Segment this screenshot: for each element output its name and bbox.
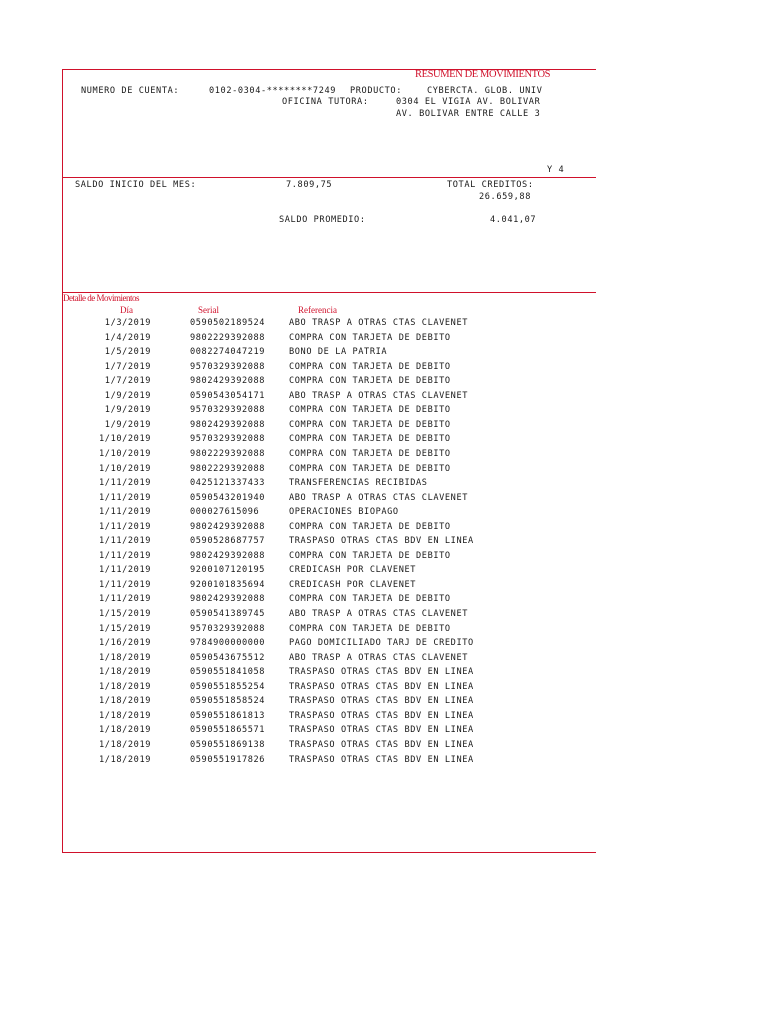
office-address-line1: 0304 EL VIGIA AV. BOLIVAR: [396, 97, 541, 107]
row-day: 1/18/2019: [99, 696, 151, 707]
page-title: RESUMEN DE MOVIMIENTOS: [415, 69, 551, 80]
row-day: 1/18/2019: [99, 652, 151, 663]
row-serial: 0590551855254: [190, 681, 266, 692]
row-serial: 9802229392088: [190, 463, 266, 474]
table-row: [62, 638, 596, 653]
average-balance-label: SALDO PROMEDIO:: [279, 215, 366, 225]
row-reference: TRASPASO OTRAS CTAS BDV EN LINEA: [289, 725, 474, 736]
row-day: 1/11/2019: [99, 507, 151, 518]
row-serial: 9802429392088: [190, 550, 266, 561]
row-serial: 0590551869138: [190, 739, 266, 750]
row-serial: 0082274047219: [190, 347, 266, 358]
row-reference: COMPRA CON TARJETA DE DEBITO: [289, 463, 451, 474]
row-serial: 9570329392088: [190, 405, 266, 416]
office-label: OFICINA TUTORA:: [282, 97, 369, 107]
row-serial: 0590502189524: [190, 318, 266, 328]
row-reference: ABO TRASP A OTRAS CTAS CLAVENET: [289, 492, 468, 503]
table-row: [62, 478, 596, 493]
row-serial: 0590543054171: [190, 390, 266, 401]
table-row: [62, 376, 596, 391]
row-reference: TRASPASO OTRAS CTAS BDV EN LINEA: [289, 536, 474, 547]
row-reference: PAGO DOMICILIADO TARJ DE CREDITO: [289, 638, 474, 649]
office-address-line2: AV. BOLIVAR ENTRE CALLE 3: [396, 109, 541, 119]
table-row: [62, 725, 596, 740]
frame-bottom-border: [62, 852, 596, 853]
row-reference: TRANSFERENCIAS RECIBIDAS: [289, 478, 428, 489]
row-day: 1/5/2019: [104, 347, 151, 358]
row-reference: COMPRA CON TARJETA DE DEBITO: [289, 521, 451, 532]
row-reference: CREDICASH POR CLAVENET: [289, 565, 417, 576]
row-reference: ABO TRASP A OTRAS CTAS CLAVENET: [289, 318, 468, 328]
row-serial: 9570329392088: [190, 361, 266, 372]
row-day: 1/16/2019: [99, 638, 151, 649]
row-reference: COMPRA CON TARJETA DE DEBITO: [289, 405, 451, 416]
row-day: 1/18/2019: [99, 681, 151, 692]
opening-balance-label: SALDO INICIO DEL MES:: [75, 180, 197, 190]
row-reference: ABO TRASP A OTRAS CTAS CLAVENET: [289, 609, 468, 619]
table-row: [62, 507, 596, 522]
table-row: [62, 609, 596, 624]
table-row: [62, 653, 596, 668]
row-serial: 0590543675512: [190, 652, 266, 663]
row-serial: 9570329392088: [190, 623, 266, 634]
table-row: [62, 347, 596, 362]
row-reference: COMPRA CON TARJETA DE DEBITO: [289, 550, 451, 561]
row-reference: TRASPASO OTRAS CTAS BDV EN LINEA: [289, 681, 474, 692]
row-reference: TRASPASO OTRAS CTAS BDV EN LINEA: [289, 754, 474, 765]
row-serial: 9802229392088: [190, 332, 266, 343]
row-serial: 0590551917826: [190, 754, 266, 765]
total-credits-value: 26.659,88: [479, 192, 531, 202]
office-address-line3: Y 4: [547, 165, 565, 175]
table-row: [62, 711, 596, 726]
row-serial: 9570329392088: [190, 434, 266, 445]
row-reference: COMPRA CON TARJETA DE DEBITO: [289, 448, 451, 459]
table-row: [62, 624, 596, 639]
table-row: [62, 362, 596, 377]
row-reference: TRASPASO OTRAS CTAS BDV EN LINEA: [289, 739, 474, 750]
row-day: 1/4/2019: [104, 332, 151, 343]
row-day: 1/11/2019: [99, 579, 151, 590]
row-day: 1/11/2019: [99, 478, 151, 489]
row-serial: 9802429392088: [190, 376, 266, 387]
row-serial: 0590551841058: [190, 667, 266, 678]
row-day: 1/10/2019: [99, 463, 151, 474]
row-day: 1/11/2019: [99, 550, 151, 561]
row-day: 1/18/2019: [99, 725, 151, 736]
row-reference: OPERACIONES BIOPAGO: [289, 507, 399, 518]
row-day: 1/11/2019: [99, 521, 151, 532]
row-day: 1/11/2019: [99, 594, 151, 605]
row-day: 1/18/2019: [99, 739, 151, 750]
table-row: [62, 391, 596, 406]
row-serial: 0590551861813: [190, 710, 266, 721]
row-serial: 0590551858524: [190, 696, 266, 707]
row-reference: COMPRA CON TARJETA DE DEBITO: [289, 594, 451, 605]
row-reference: TRASPASO OTRAS CTAS BDV EN LINEA: [289, 710, 474, 721]
column-header-reference: Referencia: [298, 305, 337, 315]
row-reference: COMPRA CON TARJETA DE DEBITO: [289, 434, 451, 445]
product-value: CYBERCTA. GLOB. UNIV: [427, 86, 543, 96]
table-row: [62, 493, 596, 508]
opening-balance-value: 7.809,75: [286, 180, 333, 190]
row-day: 1/3/2019: [104, 318, 151, 328]
table-row: [62, 405, 596, 420]
row-serial: 9802429392088: [190, 521, 266, 532]
table-row: [62, 580, 596, 595]
summary-divider: [62, 292, 596, 293]
detail-section-title: Detalle de Movimientos: [63, 293, 139, 303]
row-reference: ABO TRASP A OTRAS CTAS CLAVENET: [289, 390, 468, 401]
table-row: [62, 565, 596, 580]
row-day: 1/10/2019: [99, 448, 151, 459]
row-serial: 9802229392088: [190, 448, 266, 459]
row-serial: 9200107120195: [190, 565, 266, 576]
column-header-day: Día: [120, 305, 133, 315]
row-day: 1/7/2019: [104, 376, 151, 387]
table-row: [62, 333, 596, 348]
table-row: [62, 696, 596, 711]
table-row: [62, 420, 596, 435]
table-row: [62, 449, 596, 464]
row-reference: COMPRA CON TARJETA DE DEBITO: [289, 623, 451, 634]
row-reference: COMPRA CON TARJETA DE DEBITO: [289, 376, 451, 387]
row-day: 1/18/2019: [99, 667, 151, 678]
row-reference: ABO TRASP A OTRAS CTAS CLAVENET: [289, 652, 468, 663]
row-reference: COMPRA CON TARJETA DE DEBITO: [289, 419, 451, 430]
table-row: [62, 522, 596, 537]
product-label: PRODUCTO:: [350, 86, 402, 96]
row-day: 1/18/2019: [99, 710, 151, 721]
row-serial: 0590528687757: [190, 536, 266, 547]
row-reference: CREDICASH POR CLAVENET: [289, 579, 417, 590]
table-row: [62, 755, 596, 770]
row-serial: 0425121337433: [190, 478, 266, 489]
row-day: 1/18/2019: [99, 754, 151, 765]
row-reference: COMPRA CON TARJETA DE DEBITO: [289, 332, 451, 343]
row-day: 1/11/2019: [99, 565, 151, 576]
table-row: [62, 594, 596, 609]
row-serial: 9200101835694: [190, 579, 266, 590]
account-number-label: NUMERO DE CUENTA:: [81, 86, 180, 96]
table-row: [62, 318, 596, 333]
row-reference: BONO DE LA PATRIA: [289, 347, 388, 358]
table-row: [62, 682, 596, 697]
average-balance-value: 4.041,07: [490, 215, 537, 225]
row-reference: COMPRA CON TARJETA DE DEBITO: [289, 361, 451, 372]
row-serial: 000027615096: [190, 507, 260, 518]
row-day: 1/15/2019: [99, 609, 151, 619]
row-serial: 9802429392088: [190, 594, 266, 605]
row-day: 1/9/2019: [104, 390, 151, 401]
total-credits-label: TOTAL CREDITOS:: [447, 180, 534, 190]
row-serial: 0590551865571: [190, 725, 266, 736]
table-row: [62, 434, 596, 449]
row-serial: 9802429392088: [190, 419, 266, 430]
row-reference: TRASPASO OTRAS CTAS BDV EN LINEA: [289, 667, 474, 678]
row-day: 1/11/2019: [99, 492, 151, 503]
row-serial: 0590541389745: [190, 609, 266, 619]
row-day: 1/15/2019: [99, 623, 151, 634]
row-reference: TRASPASO OTRAS CTAS BDV EN LINEA: [289, 696, 474, 707]
row-day: 1/9/2019: [104, 419, 151, 430]
row-day: 1/7/2019: [104, 361, 151, 372]
table-row: [62, 551, 596, 566]
column-header-serial: Serial: [198, 305, 219, 315]
table-row: [62, 536, 596, 551]
row-serial: 9784900000000: [190, 638, 266, 649]
account-number-value: 0102-0304-********7249: [209, 86, 337, 96]
table-row: [62, 740, 596, 755]
row-day: 1/11/2019: [99, 536, 151, 547]
row-day: 1/10/2019: [99, 434, 151, 445]
table-row: [62, 667, 596, 682]
table-row: [62, 464, 596, 479]
header-divider: [62, 177, 596, 178]
row-serial: 0590543201940: [190, 492, 266, 503]
row-day: 1/9/2019: [104, 405, 151, 416]
